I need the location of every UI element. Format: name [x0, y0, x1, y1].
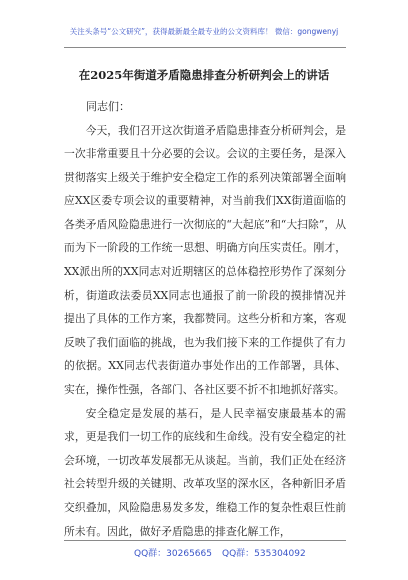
page-header	[0, 0, 408, 56]
salutation: 同志们：	[86, 100, 130, 113]
footer-qq-group-1: QQ群：30265665	[134, 549, 212, 559]
footer-divider	[64, 540, 346, 541]
page-footer	[0, 540, 408, 566]
footer-qq-group-2: QQ群：535304092	[222, 549, 306, 559]
document-body	[64, 95, 346, 543]
document-title: 在2025年街道矛盾隐患排查分析研判会上的讲话	[78, 68, 330, 82]
header-divider	[64, 47, 346, 48]
paragraph-2: 安全稳定是发展的基石，是人民幸福安康最基本的需求，更是我们一切工作的底线和生命线。没有安全稳定的社会环境，一切改革发展都无从谈起。当前，我们正处在经济社会转型升级的关键期、改革攻坚的深水区，各种新旧矛盾交织叠加，风险隐患易发多发，维稳工作的复杂性艰巨性前所未有。因此，做好矛盾隐患的排查化解工作，	[64, 406, 346, 538]
paragraph-1: 今天，我们召开这次街道矛盾隐患排查分析研判会，是一次非常重要且十分必要的会议。会议的主要任务，是深入贯彻落实上级关于维护安全稳定工作的系列决策部署全面响应XX区委专项会议的重要精神，对当前我们XX街道面临的各类矛盾风险隐患进行一次彻底的“大起底”和“大扫除”，从而为下一阶段的工作统一思想、明确方向压实责任。刚才，XX派出所的XX同志对近期辖区的总体稳控形势作了深刻分析，街道政法委员XX同志也通报了前一阶段的摸排情况并提出了具体的工作方案，我都赞同。这些分析和方案，客观反映了我们面临的挑战，也为我们接下来的工作提供了有力的依据。XX同志代表街道办事处作出的工作部署，具体、实在，操作性强，各部门、各社区要不折不扣地抓好落实。	[64, 123, 346, 397]
header-promo-text: 关注头条号“公文研究”，获得最新最全最专业的公文资料库！ 微信：gongwenyj	[69, 27, 339, 36]
